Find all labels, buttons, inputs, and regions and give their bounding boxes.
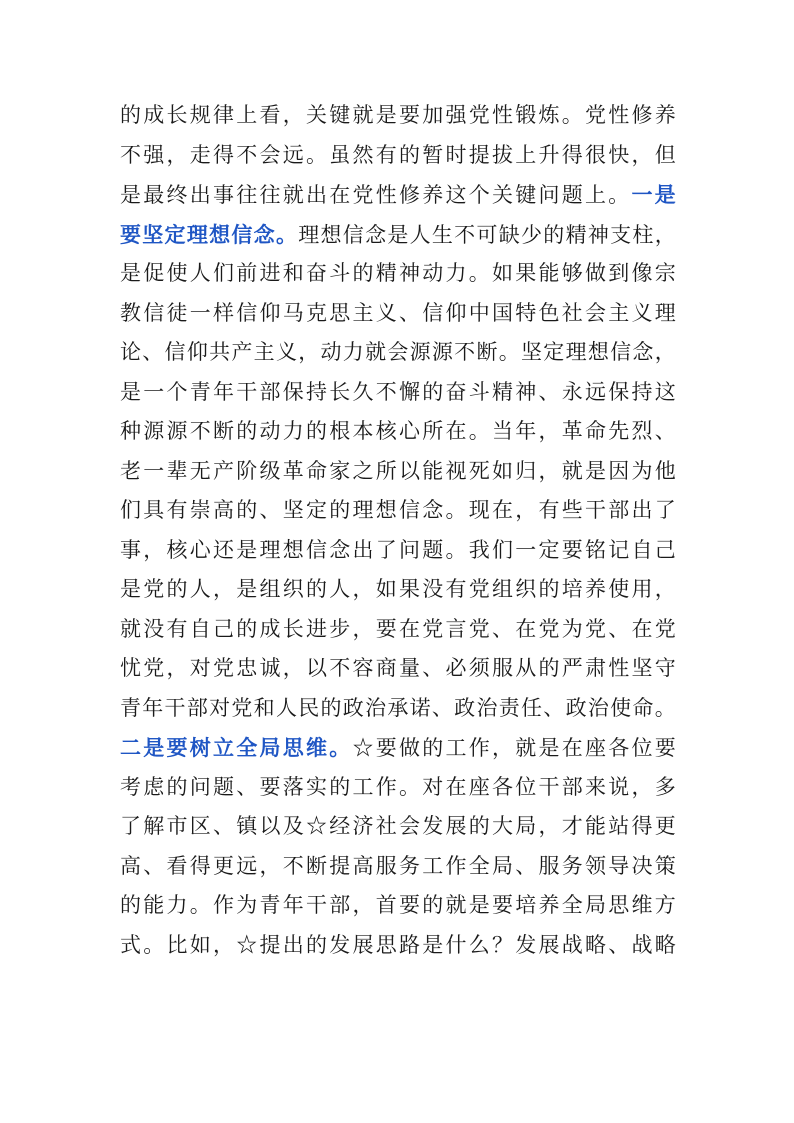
- text-line: [120, 136, 676, 176]
- body-text: [120, 96, 676, 965]
- text-line: [120, 531, 676, 571]
- text-segment: 就没有自己的成长进步，要在党言党、在党为党、在党: [120, 616, 676, 641]
- text-segment: 种源源不断的动力的根本核心所在。当年，革命先烈、: [120, 419, 676, 443]
- text-line: [120, 689, 676, 729]
- text-segment: 不强，走得不会远。虽然有的暂时提拔上升得很快，但: [120, 142, 676, 167]
- text-segment: 的成长规律上看，关键就是要加强党性锻炼。党性修养: [120, 103, 676, 127]
- text-segment: 是促使人们前进和奋斗的精神动力。如果能够做到像宗: [120, 261, 676, 285]
- text-line: [120, 373, 676, 413]
- text-segment: 忧党，对党忠诚，以不容商量、必须服从的严肃性坚守: [120, 656, 676, 680]
- text-segment: 们具有崇高的、坚定的理想信念。现在，有些干部出了: [120, 498, 676, 522]
- text-line: [120, 768, 676, 808]
- text-line: [120, 215, 676, 255]
- text-segment: 式。比如，☆提出的发展思路是什么？发展战略、战略: [120, 932, 676, 957]
- text-segment: 高、看得更远，不断提高服务工作全局、服务领导决策: [120, 853, 676, 878]
- text-segment: 考虑的问题、要落实的工作。对在座各位干部来说，多: [120, 774, 676, 799]
- text-segment: 的能力。作为青年干部，首要的就是要培养全局思维方: [120, 893, 676, 917]
- text-line: [120, 96, 676, 136]
- text-line: [120, 412, 676, 452]
- emphasis-heading: 要坚定理想信念。: [120, 221, 299, 247]
- text-line: [120, 926, 676, 966]
- text-segment: 是一个青年干部保持长久不懈的奋斗精神、永远保持这: [120, 379, 676, 404]
- text-line: [120, 886, 676, 926]
- text-segment: 是最终出事往往就出在党性修养这个关键问题上。: [120, 183, 632, 207]
- text-segment: 是党的人，是组织的人，如果没有党组织的培养使用，: [120, 577, 676, 601]
- text-line: [120, 333, 676, 373]
- text-segment: 教信徒一样信仰马克思主义、信仰中国特色社会主义理: [120, 300, 676, 325]
- text-line: [120, 649, 676, 689]
- text-line: [120, 254, 676, 294]
- text-line: [120, 847, 676, 887]
- emphasis-heading: 二是要树立全局思维。: [120, 735, 353, 760]
- text-line: [120, 491, 676, 531]
- text-segment: 论、信仰共产主义，动力就会源源不断。坚定理想信念，: [120, 340, 676, 364]
- text-segment: ☆要做的工作，就是在座各位要: [352, 736, 676, 760]
- text-segment: 老一辈无产阶级革命家之所以能视死如归，就是因为他: [120, 458, 676, 483]
- text-line: [120, 610, 676, 650]
- text-line: [120, 807, 676, 847]
- text-line: [120, 294, 676, 334]
- emphasis-heading: 一是: [631, 182, 676, 207]
- text-segment: 理想信念是人生不可缺少的精神支柱，: [298, 222, 676, 247]
- text-segment: 青年干部对党和人民的政治承诺、政治责任、政治使命。: [120, 695, 676, 720]
- text-segment: 了解市区、镇以及☆经济社会发展的大局，才能站得更: [120, 814, 676, 838]
- text-line: [120, 570, 676, 610]
- text-line: [120, 452, 676, 492]
- text-line: [120, 728, 676, 768]
- text-line: [120, 175, 676, 215]
- text-segment: 事，核心还是理想信念出了问题。我们一定要铭记自己: [120, 537, 676, 562]
